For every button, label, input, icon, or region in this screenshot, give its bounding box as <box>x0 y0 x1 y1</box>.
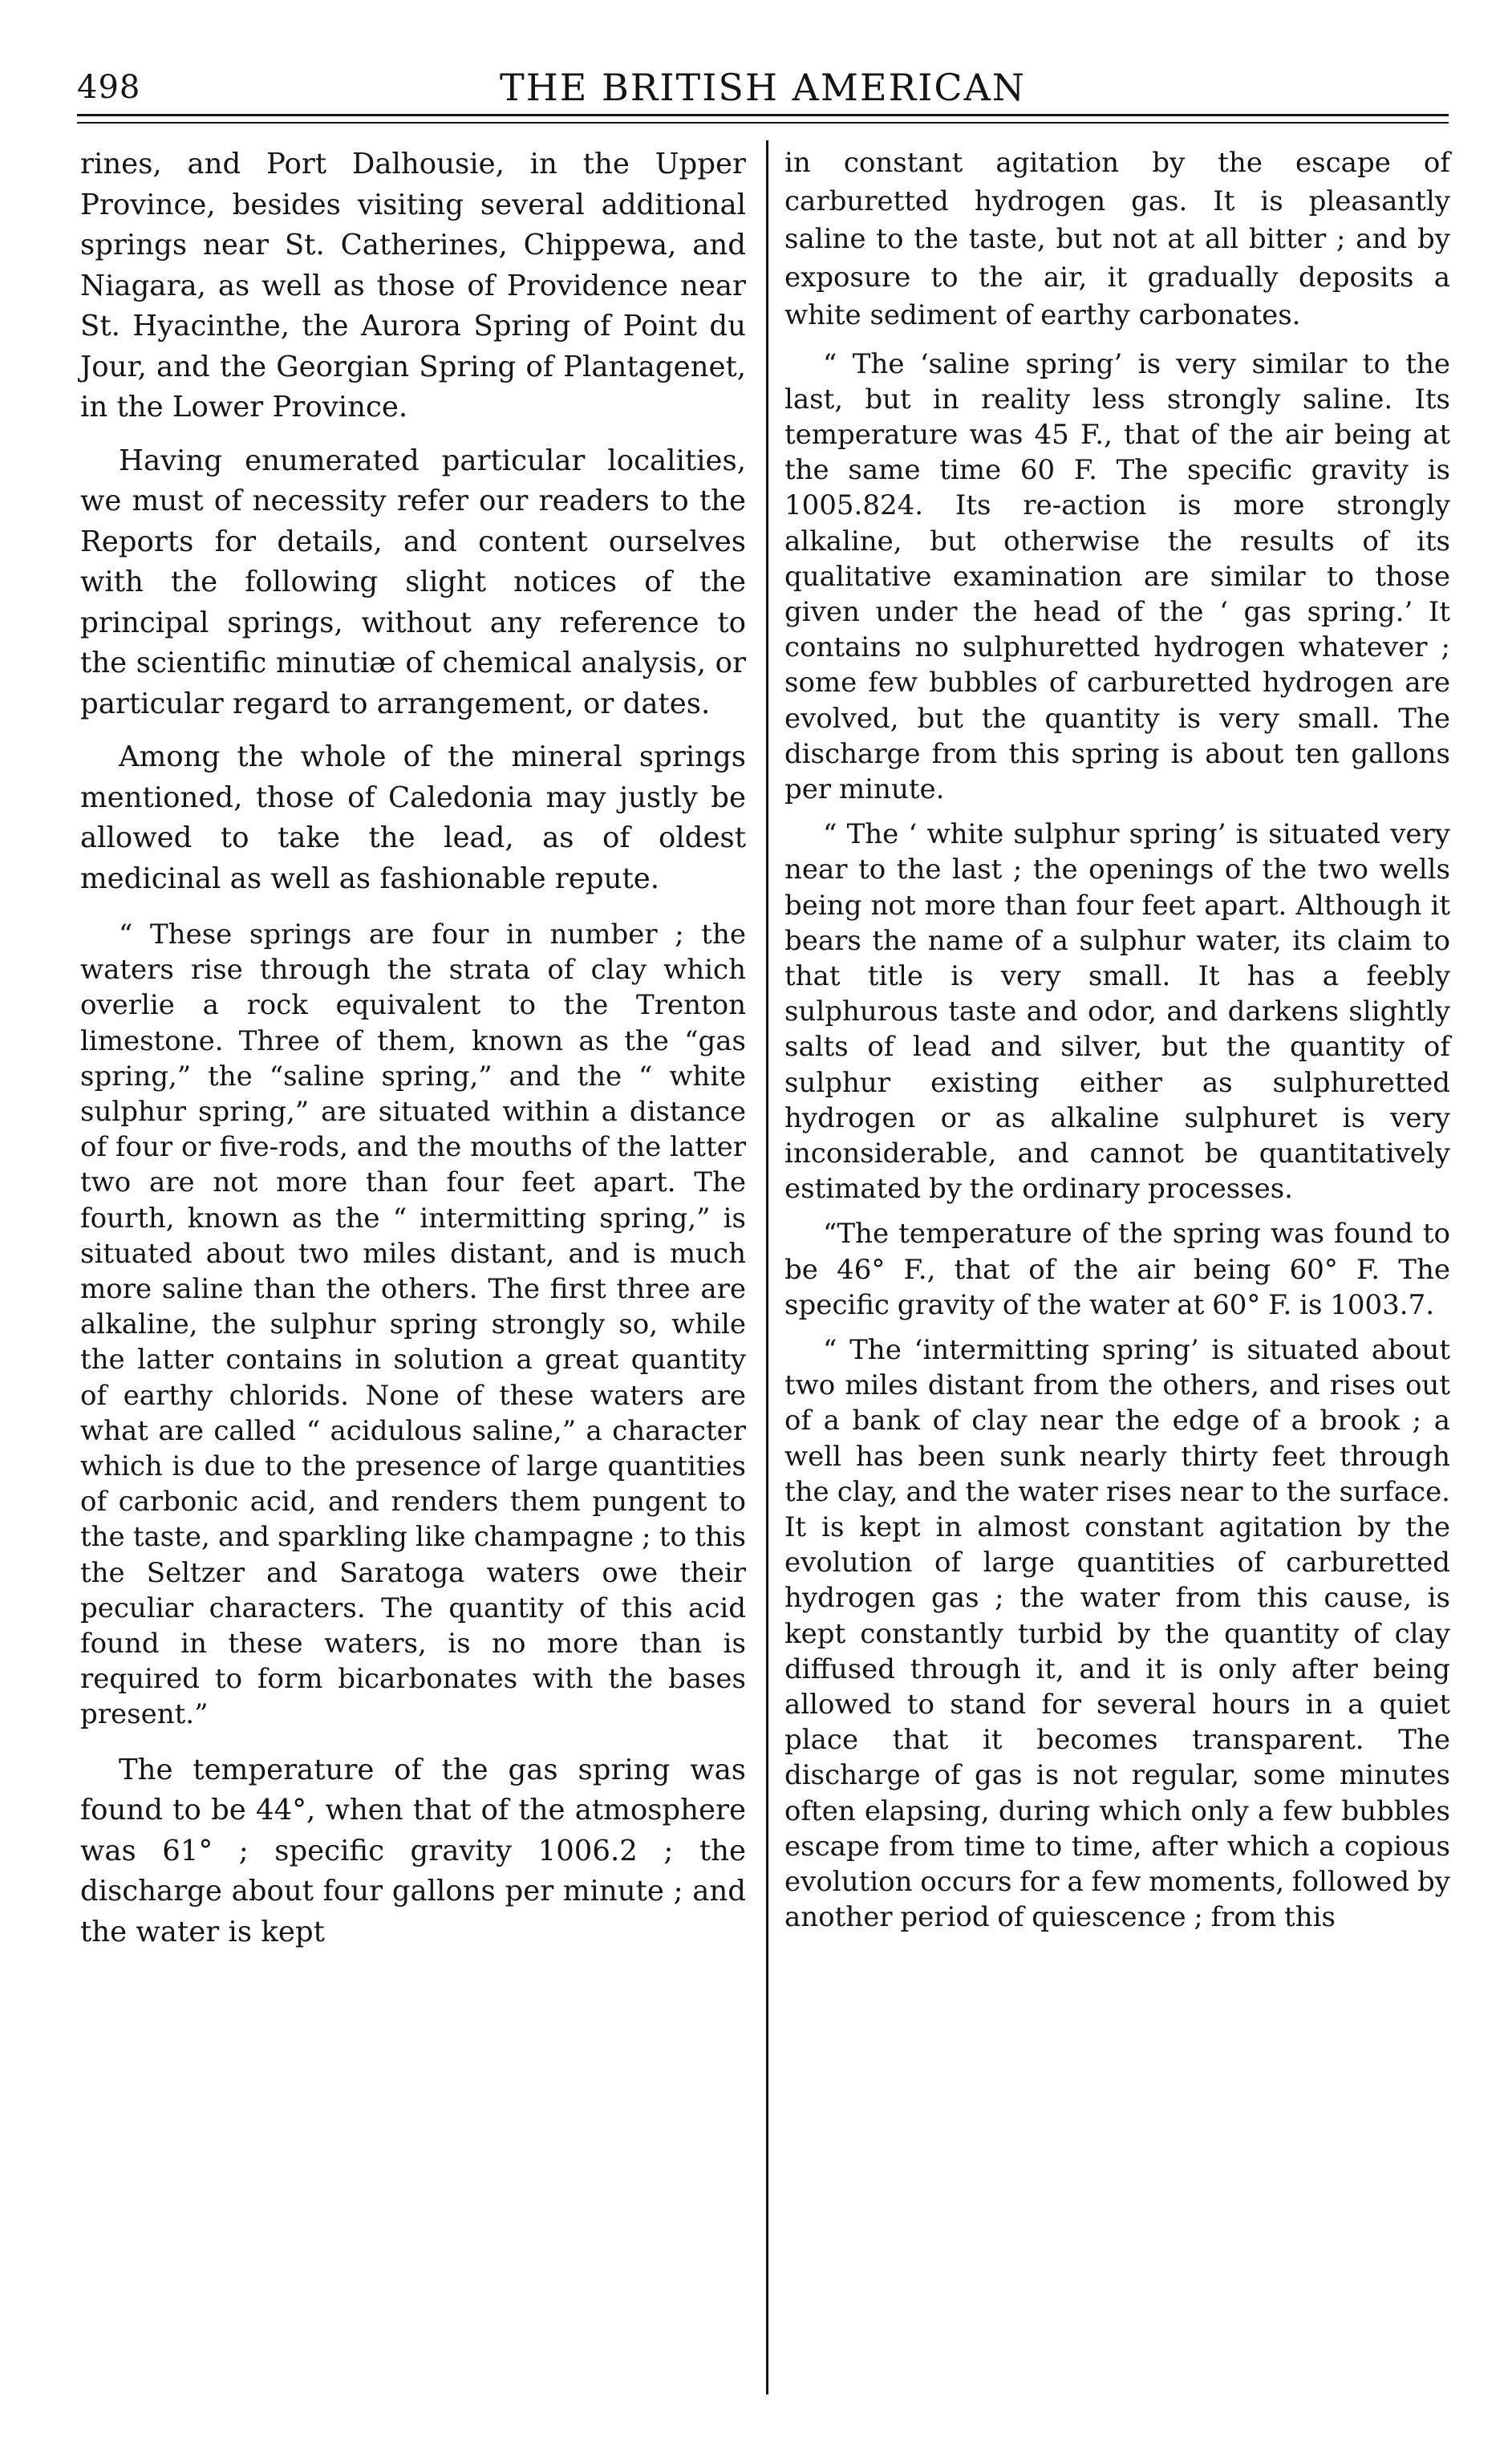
paragraph: Having enumerated particular localities, we must of necessity refer our readers to the Reports for details, and content ourselves with the following slight notices of the principal springs, without any reference to the scientific minutiæ of chemical analysis, or particular regard to arrangement, or dates. <box>80 444 746 720</box>
right-column <box>784 144 1450 1944</box>
header-rule-top <box>77 114 1449 116</box>
header-rule-bottom <box>77 122 1449 124</box>
column-divider <box>766 140 768 2394</box>
page-header <box>77 63 1449 127</box>
quoted-paragraph: “ The ‘ white sulphur spring’ is situated very near to the last ; the openings of the two wells being not more than four feet apart. Although it bears the name of a sulphur water, its claim to that title is very small. It has a feebly sulphurous taste and odor, and darkens slightly salts of lead and silver, but the quantity of sulphur existing either as sulphuretted hydrogen or as alkaline sulphuret is very inconsiderable, and cannot be quantitatively estimated by the ordinary processes. <box>784 818 1450 1206</box>
paragraph: The temperature of the gas spring was found to be 44°, when that of the atmosphere was 61° ; specific gravity 1006.2 ; the discharge about four gallons per minute ; and the water is kept <box>80 1753 746 1948</box>
left-column <box>80 144 746 1965</box>
running-head-title: THE BRITISH AMERICAN <box>499 66 1027 109</box>
quoted-paragraph: “ The ‘saline spring’ is very similar to the last, but in reality less strongly saline. Its temperature was 45 F., that of the air being at the same time 60 F. The specific gravity is 1005.824. Its re-action is more strongly alkaline, but otherwise the results of its qualitative examination are similar to those given under the head of the ‘ gas spring.’ It contains no sulphuretted hydrogen whatever ; some few bubbles of carburetted hydrogen are evolved, but the quantity is very small. The discharge from this spring is about ten gallons per minute. <box>784 347 1450 805</box>
paragraph: in constant agitation by the escape of carburetted hydrogen gas. It is pleasantly saline to the taste, but not at all bitter ; and by exposure to the air, it gradually deposits a white sediment of earthy carbonates. <box>784 147 1450 331</box>
paragraph: Among the whole of the mineral springs mentioned, those of Caledonia may justly be allowed to take the lead, as of oldest medicinal as well as fashionable repute. <box>80 740 746 895</box>
quoted-paragraph: “The temperature of the spring was found to be 46° F., that of the air being 60° F. The specific gravity of the water at 60° F. is 1003.7. <box>784 1218 1450 1321</box>
quoted-paragraph: “ The ‘intermitting spring’ is situated about two miles distant from the others, and rises out of a bank of clay near the edge of a brook ; a well has been sunk nearly thirty feet through the clay, and the water rises near to the surface. It is kept in almost constant agitation by the evolution of large quantities of carburetted hydrogen gas ; the water from this cause, is kept constantly turbid by the quantity of clay diffused through it, and it is only after being allowed to stand for several hours in a quiet place that it becomes transparent. The discharge of gas is not regular, some minutes often elapsing, during which only a few bubbles escape from time to time, after which a copious evolution occurs for a few moments, followed by another period of quiescence ; from this <box>784 1333 1450 1934</box>
page-number: 498 <box>77 69 141 106</box>
paragraph: rines, and Port Dalhousie, in the Upper Province, besides visiting several additional springs near St. Catherines, Chippewa, and Niagara, as well as those of Providence near St. Hyacinthe, the Aurora Spring of Point du Jour, and the Georgian Spring of Plantagenet, in the Lower Province. <box>80 148 746 424</box>
quoted-paragraph: “ These springs are four in number ; the waters rise through the strata of clay which overlie a rock equivalent to the Trenton limestone. Three of them, known as the “gas spring,” the “saline spring,” and the “ white sulphur spring,” are situated within a distance of four or five-rods, and the mouths of the latter two are not more than four feet apart. The fourth, known as the “ intermitting spring,” is situated about two miles distant, and is much more saline than the others. The first three are alkaline, the sulphur spring strongly so, while the latter contains in solution a great quantity of earthy chlorids. None of these waters are what are called “ acidulous saline,” a character which is due to the presence of large quantities of carbonic acid, and renders them pungent to the taste, and sparkling like champagne ; to this the Seltzer and Saratoga waters owe their peculiar characters. The quantity of this acid found in these waters, is no more than is required to form bicarbonates with the bases present.” <box>80 918 746 1731</box>
